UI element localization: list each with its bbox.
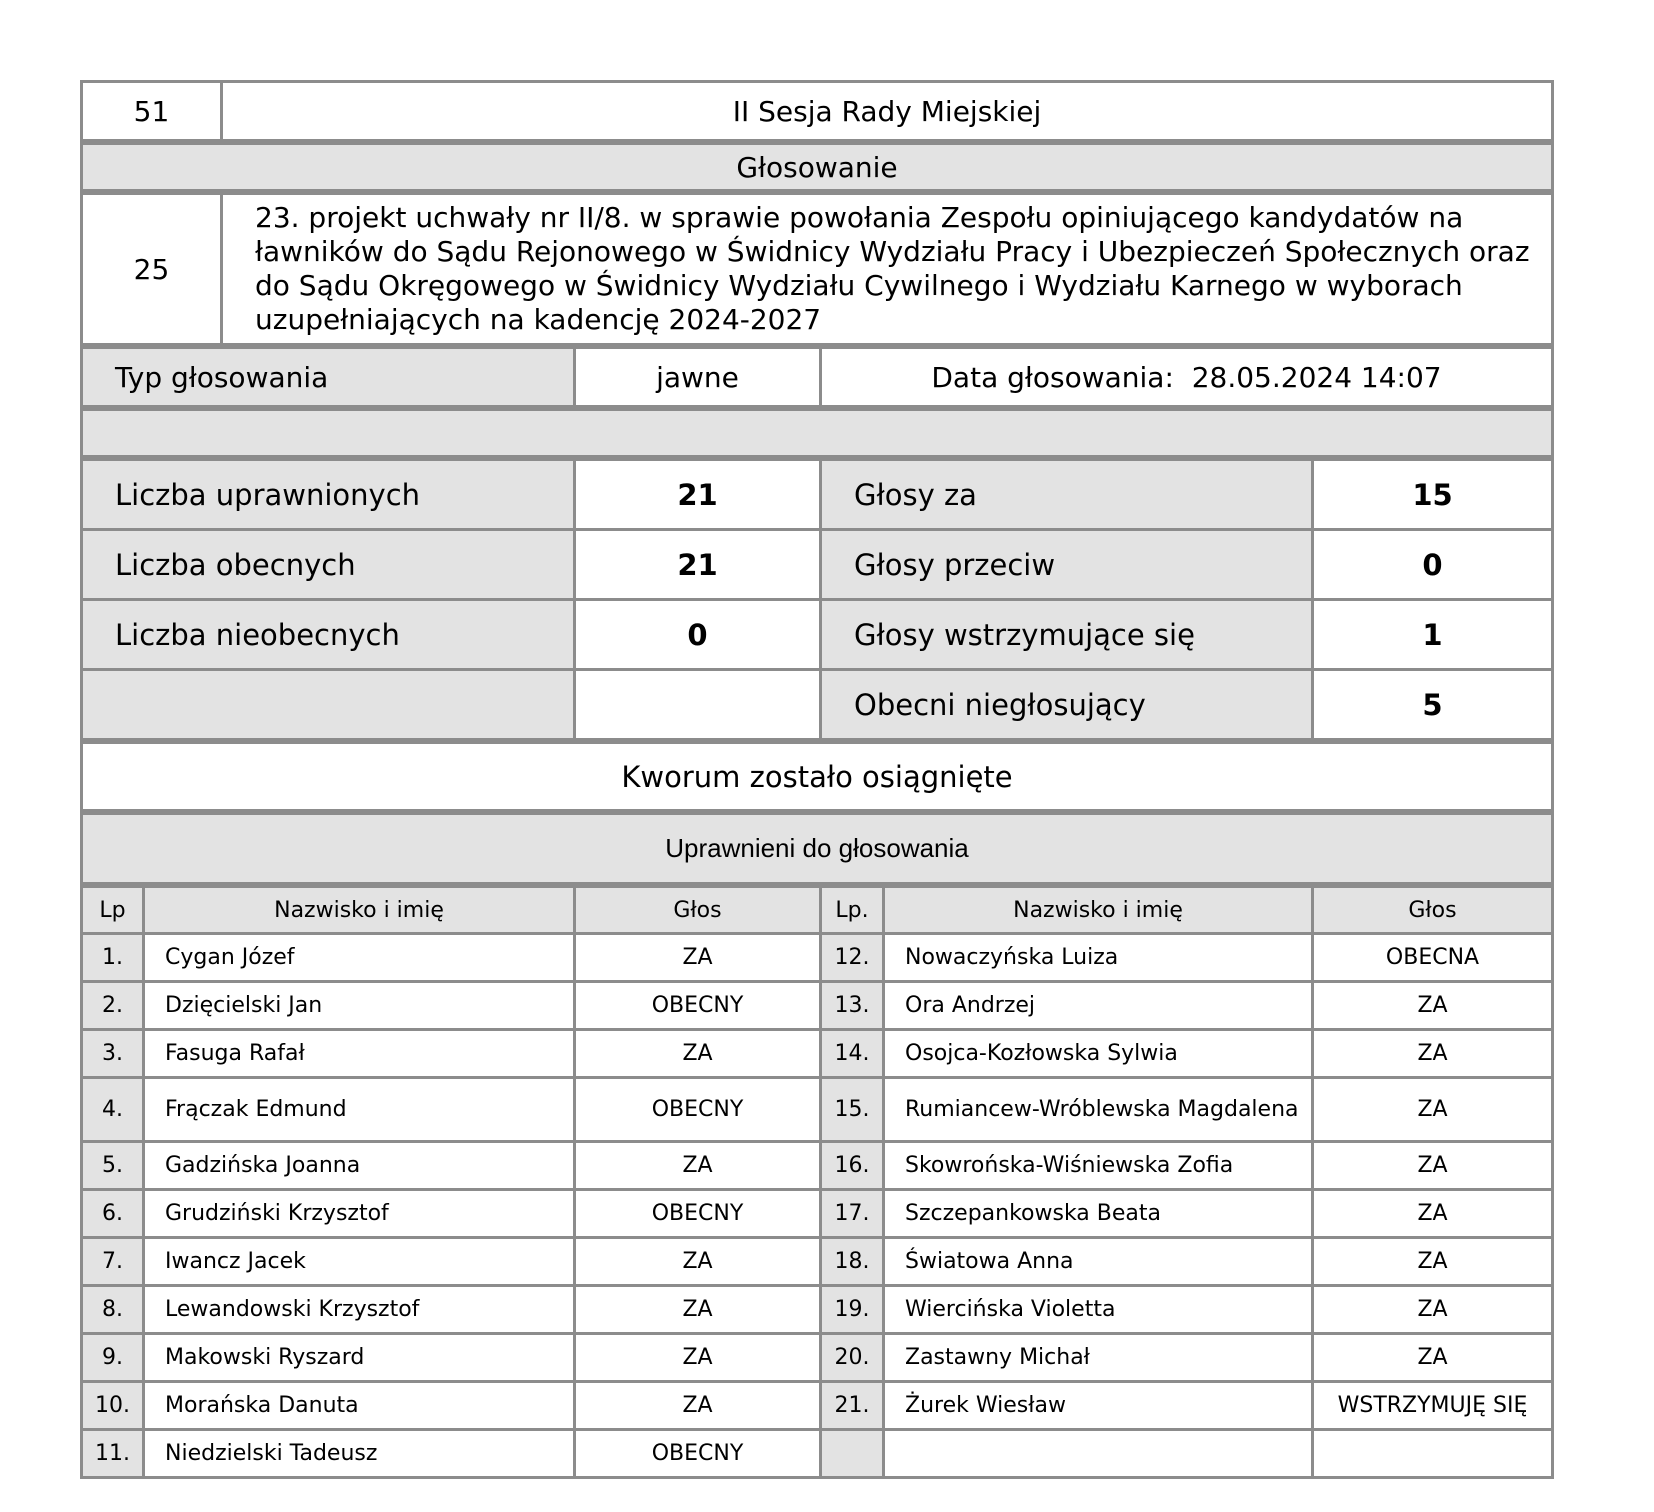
voter-vote: OBECNY: [575, 1430, 821, 1478]
voter-name: Cygan Józef: [144, 934, 575, 982]
stat-value: 5: [1313, 670, 1553, 740]
table-row: [82, 1382, 1553, 1430]
section-title: Głosowanie: [82, 144, 1553, 191]
voter-lp: 19.: [821, 1286, 884, 1334]
stat-value: 0: [1313, 530, 1553, 600]
voter-vote: ZA: [1313, 1190, 1553, 1238]
voter-name: Szczepankowska Beata: [884, 1190, 1313, 1238]
voter-lp: 6.: [82, 1190, 144, 1238]
vote-stats: [80, 458, 1554, 741]
voter-lp: 1.: [82, 934, 144, 982]
table-row: [82, 1334, 1553, 1382]
stat-empty: [82, 670, 575, 740]
stat-label: Liczba nieobecnych: [82, 600, 575, 670]
voter-name: Niedzielski Tadeusz: [144, 1430, 575, 1478]
voter-table: [80, 885, 1554, 1479]
voter-name: Wiercińska Violetta: [884, 1286, 1313, 1334]
voter-name: Skowrońska-Wiśniewska Zofia: [884, 1142, 1313, 1190]
voter-lp: 17.: [821, 1190, 884, 1238]
voter-lp: [821, 1430, 884, 1478]
blank-row: [80, 408, 1554, 458]
table-row: [82, 1286, 1553, 1334]
table-row: [82, 1190, 1553, 1238]
col-name: Nazwisko i imię: [144, 887, 575, 934]
table-row: [82, 1430, 1553, 1478]
table-row: [82, 1142, 1553, 1190]
voter-vote: ZA: [1313, 1030, 1553, 1078]
vote-date-label: Data głosowania:: [931, 360, 1174, 394]
stat-value: 1: [1313, 600, 1553, 670]
table-row: [82, 934, 1553, 982]
stat-label: Liczba obecnych: [82, 530, 575, 600]
session-number: 51: [82, 82, 222, 141]
voter-table-header: [82, 887, 1553, 934]
voter-name: Nowaczyńska Luiza: [884, 934, 1313, 982]
voter-lp: 7.: [82, 1238, 144, 1286]
col-vote: Głos: [1313, 887, 1553, 934]
table-row: [82, 1030, 1553, 1078]
stat-label: Liczba uprawnionych: [82, 460, 575, 530]
voter-lp: 5.: [82, 1142, 144, 1190]
col-name: Nazwisko i imię: [884, 887, 1313, 934]
vote-type-value: jawne: [575, 348, 821, 407]
voter-name: Zastawny Michał: [884, 1334, 1313, 1382]
quorum-status: Kworum zostało osiągnięte: [82, 743, 1553, 811]
voter-vote: ZA: [1313, 1142, 1553, 1190]
voter-vote: ZA: [575, 1030, 821, 1078]
voter-vote: OBECNY: [575, 1190, 821, 1238]
voter-name: Lewandowski Krzysztof: [144, 1286, 575, 1334]
voter-name: Fasuga Rafał: [144, 1030, 575, 1078]
voter-lp: 9.: [82, 1334, 144, 1382]
voter-name: Osojca-Kozłowska Sylwia: [884, 1030, 1313, 1078]
agenda-item: [80, 192, 1554, 346]
voter-vote: ZA: [1313, 1334, 1553, 1382]
voter-lp: 10.: [82, 1382, 144, 1430]
voter-vote: ZA: [1313, 1078, 1553, 1142]
stat-value: 0: [575, 600, 821, 670]
voter-name: Iwancz Jacek: [144, 1238, 575, 1286]
voter-lp: 3.: [82, 1030, 144, 1078]
voter-lp: 11.: [82, 1430, 144, 1478]
voter-vote: ZA: [575, 1142, 821, 1190]
voter-name: Żurek Wiesław: [884, 1382, 1313, 1430]
voter-vote: ZA: [1313, 1286, 1553, 1334]
voter-name: [884, 1430, 1313, 1478]
voter-name: Ora Andrzej: [884, 982, 1313, 1030]
voter-lp: 18.: [821, 1238, 884, 1286]
voter-name: Światowa Anna: [884, 1238, 1313, 1286]
voter-vote: OBECNY: [575, 1078, 821, 1142]
session-header: [80, 80, 1554, 142]
voter-vote: OBECNY: [575, 982, 821, 1030]
voter-lp: 15.: [821, 1078, 884, 1142]
voter-vote: [1313, 1430, 1553, 1478]
col-vote: Głos: [575, 887, 821, 934]
stat-value: 21: [575, 460, 821, 530]
stat-label: Głosy wstrzymujące się: [821, 600, 1313, 670]
voter-name: Dzięcielski Jan: [144, 982, 575, 1030]
col-lp: Lp: [82, 887, 144, 934]
stat-value: 15: [1313, 460, 1553, 530]
vote-info: [80, 346, 1554, 408]
stat-label: Głosy za: [821, 460, 1313, 530]
stat-empty: [575, 670, 821, 740]
stat-label: Obecni niegłosujący: [821, 670, 1313, 740]
voter-lp: 20.: [821, 1334, 884, 1382]
quorum-row: [80, 741, 1554, 812]
table-row: [82, 1238, 1553, 1286]
stat-value: 21: [575, 530, 821, 600]
voter-vote: ZA: [575, 1334, 821, 1382]
voter-lp: 21.: [821, 1382, 884, 1430]
vote-date-value: 28.05.2024 14:07: [1191, 360, 1442, 394]
voter-lp: 13.: [821, 982, 884, 1030]
col-lp: Lp.: [821, 887, 884, 934]
eligible-title: Uprawnieni do głosowania: [82, 814, 1553, 884]
voter-lp: 2.: [82, 982, 144, 1030]
table-row: [82, 1078, 1553, 1142]
voter-vote: WSTRZYMUJĘ SIĘ: [1313, 1382, 1553, 1430]
voter-lp: 12.: [821, 934, 884, 982]
voting-record: [80, 80, 1554, 1479]
voter-lp: 8.: [82, 1286, 144, 1334]
session-title: II Sesja Rady Miejskiej: [222, 82, 1553, 141]
voter-vote: ZA: [575, 1286, 821, 1334]
voter-vote: ZA: [1313, 1238, 1553, 1286]
voter-lp: 4.: [82, 1078, 144, 1142]
voter-name: Grudziński Krzysztof: [144, 1190, 575, 1238]
vote-type-label: Typ głosowania: [82, 348, 575, 407]
eligible-header: [80, 812, 1554, 885]
voter-name: Gadzińska Joanna: [144, 1142, 575, 1190]
item-number: 25: [82, 194, 222, 345]
table-row: [82, 982, 1553, 1030]
voter-name: Morańska Danuta: [144, 1382, 575, 1430]
voter-lp: 16.: [821, 1142, 884, 1190]
blank-cell: [82, 410, 1553, 457]
voter-lp: 14.: [821, 1030, 884, 1078]
voter-name: Makowski Ryszard: [144, 1334, 575, 1382]
item-title: 23. projekt uchwały nr II/8. w sprawie powołania Zespołu opiniującego kandydatów na ławników do Sądu Rejonowego w Świdnicy Wydziału Pracy i Ubezpieczeń Społecznych oraz do Sądu Okręgowego w Świdnicy Wydziału Cywilnego i Wydziału Karnego w wyborach uzupełniających na kadencję 2024-2027: [222, 194, 1553, 345]
voter-name: Rumiancew-Wróblewska Magdalena: [884, 1078, 1313, 1142]
voter-vote: ZA: [575, 1238, 821, 1286]
voter-vote: ZA: [575, 934, 821, 982]
section-header: [80, 142, 1554, 192]
voter-vote: ZA: [1313, 982, 1553, 1030]
vote-date: [821, 348, 1553, 407]
stat-label: Głosy przeciw: [821, 530, 1313, 600]
voter-vote: ZA: [575, 1382, 821, 1430]
voter-vote: OBECNA: [1313, 934, 1553, 982]
voter-name: Frączak Edmund: [144, 1078, 575, 1142]
